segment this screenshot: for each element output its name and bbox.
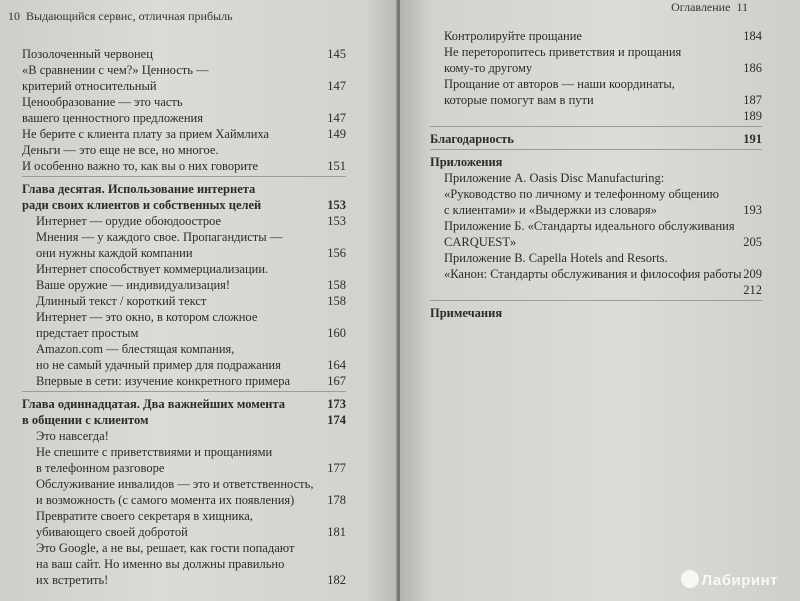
toc-entry: они нужны каждой компании 156 (36, 246, 346, 260)
left-running-head (8, 9, 233, 24)
toc-entry: Не берите с клиента плату за прием Хаймлиха 149 (22, 127, 346, 141)
toc-entry: на ваш сайт. Но именно вы должны правильно (36, 557, 285, 571)
toc-entry: Прощание от авторов — наши координаты, (444, 77, 675, 91)
toc-section-heading: Приложения (430, 155, 503, 169)
toc-entry: Интернет — орудие обоюдоострое 153 (36, 214, 346, 228)
toc-entry: и возможность (с самого момента их появления) 178 (36, 493, 346, 507)
toc-entry: Не переторопитесь приветствия и прощания (444, 45, 682, 59)
toc-chapter-heading: Глава одиннадцатая. Два важнейших момента 173 (22, 397, 346, 411)
toc-entry: Приложение А. Oasis Disc Manufacturing: (444, 171, 665, 185)
toc-entry: Это Google, а не вы, решает, как гости попадают (36, 541, 295, 555)
toc-entry: Превратите своего секретаря в хищника, (36, 509, 253, 523)
toc-section-heading: Примечания (430, 306, 503, 320)
section-divider (430, 149, 762, 150)
right-page-number: 11 (736, 0, 748, 14)
left-page-number: 10 (8, 9, 20, 23)
toc-entry: Мнения — у каждого свое. Пропагандисты — (36, 230, 283, 244)
toc-entry: «В сравнении с чем?» Ценность — (22, 63, 209, 77)
watermark-text: Лабиринт (701, 572, 778, 589)
toc-entry: Приложение В. Capella Hotels and Resorts. (444, 251, 668, 265)
toc-chapter-heading: Глава десятая. Использование интернета (22, 182, 256, 196)
toc-entry: И особенно важно то, как вы о них говорите 151 (22, 159, 346, 173)
toc-entry: Впервые в сети: изучение конкретного примера 167 (36, 374, 346, 388)
toc-entry: 189 (743, 109, 762, 123)
toc-entry: убивающего своей добротой 181 (36, 525, 346, 539)
toc-entry: Интернет — это окно, в котором сложное (36, 310, 258, 324)
toc-entry: CARQUEST» 205 (444, 235, 762, 249)
toc-entry: Приложение Б. «Стандарты идеального обслуживания (444, 219, 735, 233)
toc-entry: Amazon.com — блестящая компания, (36, 342, 235, 356)
toc-entry: Длинный текст / короткий текст 158 (36, 294, 346, 308)
toc-entry: Деньги — это еще не все, но многое. (22, 143, 219, 157)
toc-entry: Не спешите с приветствиями и прощаниями (36, 445, 273, 459)
section-divider (22, 391, 346, 392)
toc-entry: кому-то другому 186 (444, 61, 762, 75)
toc-chapter-heading: ради своих клиентов и собственных целей 153 (22, 198, 346, 212)
section-divider (430, 300, 762, 301)
watermark-icon (681, 570, 699, 588)
toc-entry: «Руководство по личному и телефонному общению (444, 187, 719, 201)
toc-entry: Контролируйте прощание 184 (444, 29, 762, 43)
toc-entry: «Канон: Стандарты обслуживания и философия работы 209 (444, 267, 762, 281)
left-toc (22, 46, 346, 588)
right-running-head-title: Оглавление (671, 0, 731, 14)
toc-entry: критерий относительный 147 (22, 79, 346, 93)
toc-entry: Ваше оружие — индивидуализация! 158 (36, 278, 346, 292)
toc-entry: вашего ценностного предложения 147 (22, 111, 346, 125)
toc-entry: в телефонном разговоре 177 (36, 461, 346, 475)
toc-entry: с клиентами» и «Выдержки из словаря» 193 (444, 203, 762, 217)
toc-entry: их встретить! 182 (36, 573, 346, 587)
right-running-head (671, 0, 748, 15)
toc-entry: Интернет способствует коммерциализации. (36, 262, 269, 276)
toc-entry: Ценообразование — это часть (22, 95, 183, 109)
left-page (0, 0, 398, 601)
toc-section-heading: Благодарность 191 (430, 132, 762, 146)
toc-chapter-heading: в общении с клиентом 174 (22, 413, 346, 427)
left-running-head-title: Выдающийся сервис, отличная прибыль (26, 9, 233, 23)
toc-entry: Это навсегда! (36, 429, 109, 443)
watermark-logo (681, 570, 778, 589)
right-toc (430, 28, 762, 321)
section-divider (22, 176, 346, 177)
right-page (400, 0, 800, 601)
toc-entry: Обслуживание инвалидов — это и ответственность, (36, 477, 314, 491)
toc-entry: предстает простым 160 (36, 326, 346, 340)
toc-entry: 212 (743, 283, 762, 297)
toc-entry: Позолоченный червонец 145 (22, 47, 346, 61)
toc-entry: которые помогут вам в пути 187 (444, 93, 762, 107)
section-divider (430, 126, 762, 127)
toc-entry: но не самый удачный пример для подражания 164 (36, 358, 346, 372)
